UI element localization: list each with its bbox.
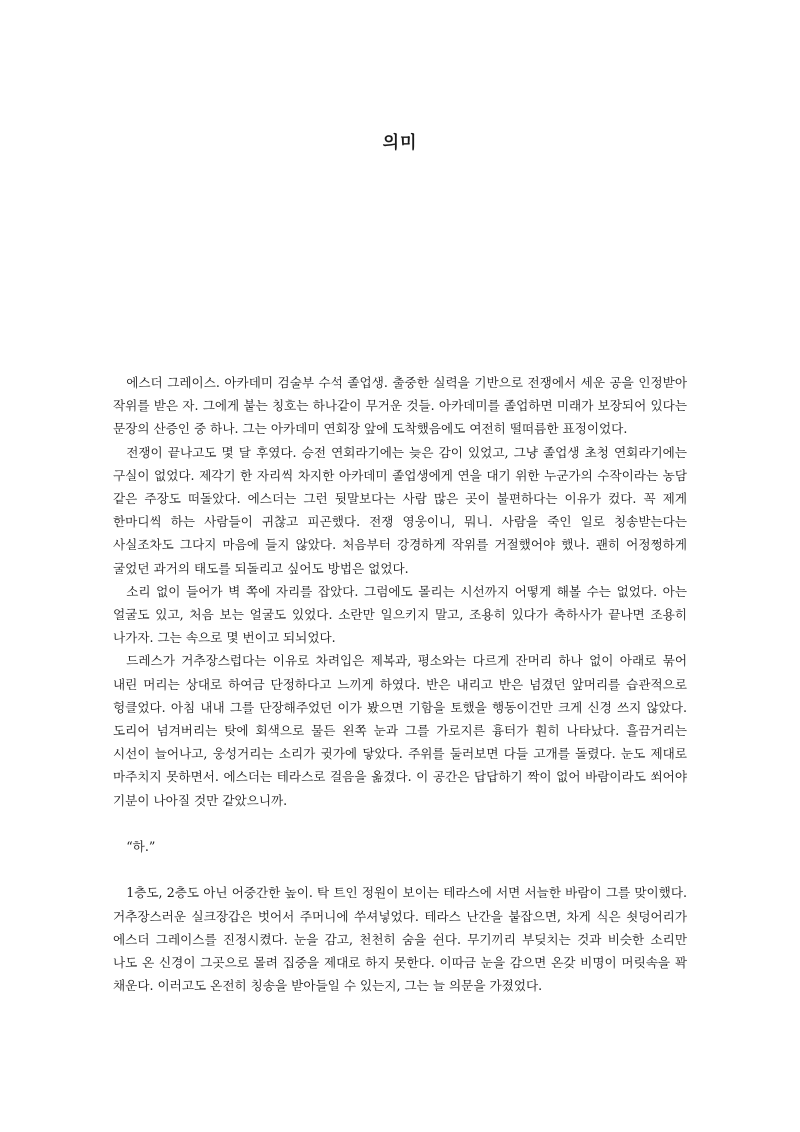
paragraph: 1층도, 2층도 아닌 어중간한 높이. 탁 트인 정원이 보이는 테라스에 서면 서늘한 바람이 그를 맞이했다. 거추장스러운 실크장갑은 벗어서 주머니에 쑤셔넣었다. 테라스 난간을 붙잡으면, 차게 식은 쇳덩어리가 에스더 그레이스를 진정시켰다. 눈을 감고, 천천히 숨을 쉰다. 무기끼리 부딪치는 것과 비슷한 소리만 나도 온 신경이 그곳으로 몰려 집중을 제대로 하지 못한다. 이따금 눈을 감으면 온갖 비명이 머릿속을 꽉 채운다. 이러고도 온전히 칭송을 받아들일 수 있는지, 그는 늘 의문을 가졌었다. [113,885,687,994]
dialogue-line: “하.” [126,839,156,855]
page-title: 의미 [382,133,418,153]
paragraph: 에스더 그레이스. 아카데미 검술부 수석 졸업생. 출중한 실력을 기반으로 전쟁에서 세운 공을 인정받아 작위를 받은 자. 그에게 붙는 칭호는 하나같이 무거운 것들. 아카데미를 졸업하면 미래가 보장되어 있다는 문장의 산증인 중 하나. 그는 아카데미 연회장 앞에 도착했음에도 여전히 떨떠름한 표정이었다. [113,375,687,437]
paragraph: 드레스가 거추장스럽다는 이유로 차려입은 제복과, 평소와는 다르게 잔머리 하나 없이 아래로 묶어 내린 머리는 상대로 하여금 단정하다고 느끼게 하였다. 반은 내리고 반은 넘겼던 앞머리를 습관적으로 헝클었다. 아침 내내 그를 단장해주었던 이가 봤으면 기함을 토했을 행동이건만 크게 신경 쓰지 않았다. 도리어 넘겨버리는 탓에 회색으로 물든 왼쪽 눈과 그를 가로지른 흉터가 훤히 나타났다. 흘끔거리는 시선이 늘어나고, 웅성거리는 소리가 귓가에 닿았다. 주위를 둘러보면 다들 고개를 돌렸다. 눈도 제대로 마주치지 못하면서. 에스더는 테라스로 걸음을 옮겼다. 이 공간은 답답하기 짝이 없어 바람이라도 쐬어야 기분이 나아질 것만 같았으니까. [113,653,687,808]
body-text [113,371,687,997]
paragraph: 전쟁이 끝나고도 몇 달 후였다. 승전 연회라기에는 늦은 감이 있었고, 그냥 졸업생 초청 연회라기에는 구실이 없었다. 제각기 한 자리씩 차지한 아카데미 졸업생에게 연을 대기 위한 누군가의 수작이라는 농담 같은 주장도 떠돌았다. 에스더는 그런 뒷말보다는 사람 많은 곳이 불편하다는 이유가 컸다. 꼭 제게 한마디씩 하는 사람들이 귀찮고 피곤했다. 전쟁 영웅이니, 뭐니. 사람을 죽인 일로 칭송받는다는 사실조차도 그다지 마음에 들지 않았다. 처음부터 강경하게 작위를 거절했어야 했나. 괜히 어정쩡하게 굴었던 과거의 태도를 되돌리고 싶어도 방법은 없었다. [113,444,687,576]
paragraph: 소리 없이 들어가 벽 쪽에 자리를 잡았다. 그럼에도 몰리는 시선까지 어떻게 해볼 수는 없었다. 아는 얼굴도 있고, 처음 보는 얼굴도 있었다. 소란만 일으키지 말고, 조용히 있다가 축하사가 끝나면 조용히 나가자. 그는 속으로 몇 번이고 되뇌었다. [113,583,687,646]
